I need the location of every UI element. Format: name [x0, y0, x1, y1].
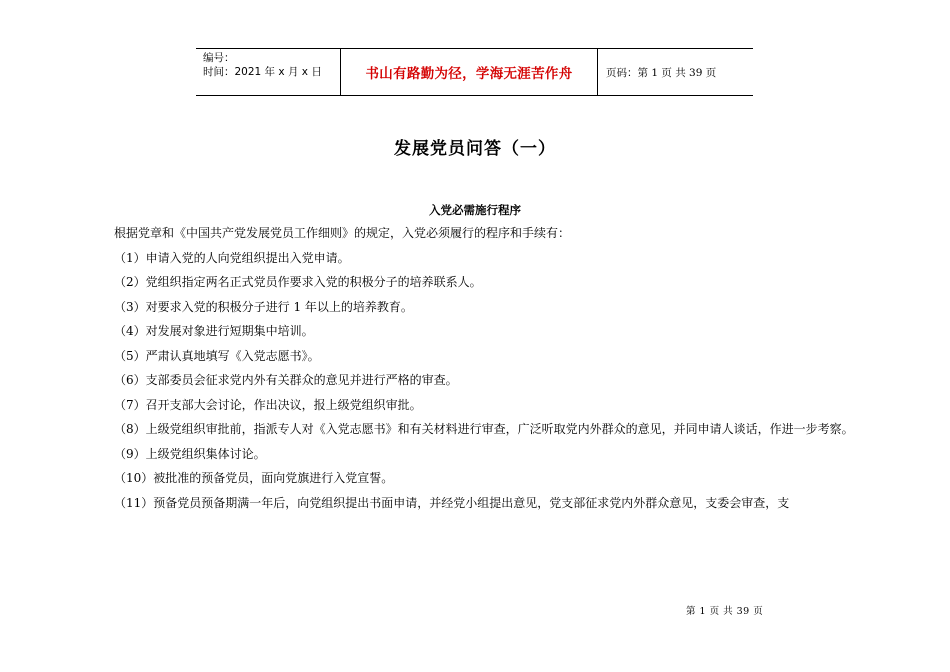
page-footer: 第 1 页 共 39 页: [686, 606, 764, 617]
motto-text: 书山有路勤为径，学海无涯苦作舟: [365, 66, 573, 82]
step-paragraph: （6）支部委员会征求党内外有关群众的意见并进行严格的审查。: [114, 373, 458, 387]
step-paragraph: （11）预备党员预备期满一年后，向党组织提出书面申请，并经党小组提出意见，党支部征求党内外群众意见，支委会审查，支: [114, 495, 790, 510]
step-paragraph: （7）召开支部大会讨论，作出决议，报上级党组织审批。: [114, 397, 422, 412]
document-title: 发展党员问答（一）: [394, 139, 556, 159]
intro-paragraph: 根据党章和《中国共产党发展党员工作细则》的规定，入党必须履行的程序和手续有：: [114, 226, 571, 240]
step-paragraph: （4）对发展对象进行短期集中培训。: [114, 324, 314, 338]
header-page-cell: [598, 49, 753, 95]
document-body: [102, 221, 870, 515]
step-paragraph: （9）上级党组织集体讨论。: [114, 446, 266, 461]
header-motto-cell: [341, 49, 598, 95]
date-label: 时间：2021 年 x 月 x 日: [203, 66, 322, 78]
document-header: [196, 48, 753, 96]
step-paragraph: （5）严肃认真地填写《入党志愿书》。: [114, 348, 320, 363]
serial-number-label: 编号：: [203, 52, 235, 64]
page-code-label: 页码：第 1 页 共 39 页: [606, 66, 717, 79]
step-paragraph: （8）上级党组织审批前，指派专人对《入党志愿书》和有关材料进行审查，广泛听取党内外群众的意见，并同申请人谈话，作进一步考察。: [114, 422, 854, 436]
header-meta-cell: [196, 49, 341, 95]
step-paragraph: （1）申请入党的人向党组织提出入党申请。: [114, 250, 350, 265]
step-paragraph: （10）被批准的预备党员，面向党旗进行入党宣誓。: [114, 471, 394, 485]
step-paragraph: （3）对要求入党的积极分子进行 1 年以上的培养教育。: [114, 299, 413, 314]
step-paragraph: （2）党组织指定两名正式党员作要求入党的积极分子的培养联系人。: [114, 275, 482, 289]
section-title: 入党必需施行程序: [429, 203, 521, 217]
